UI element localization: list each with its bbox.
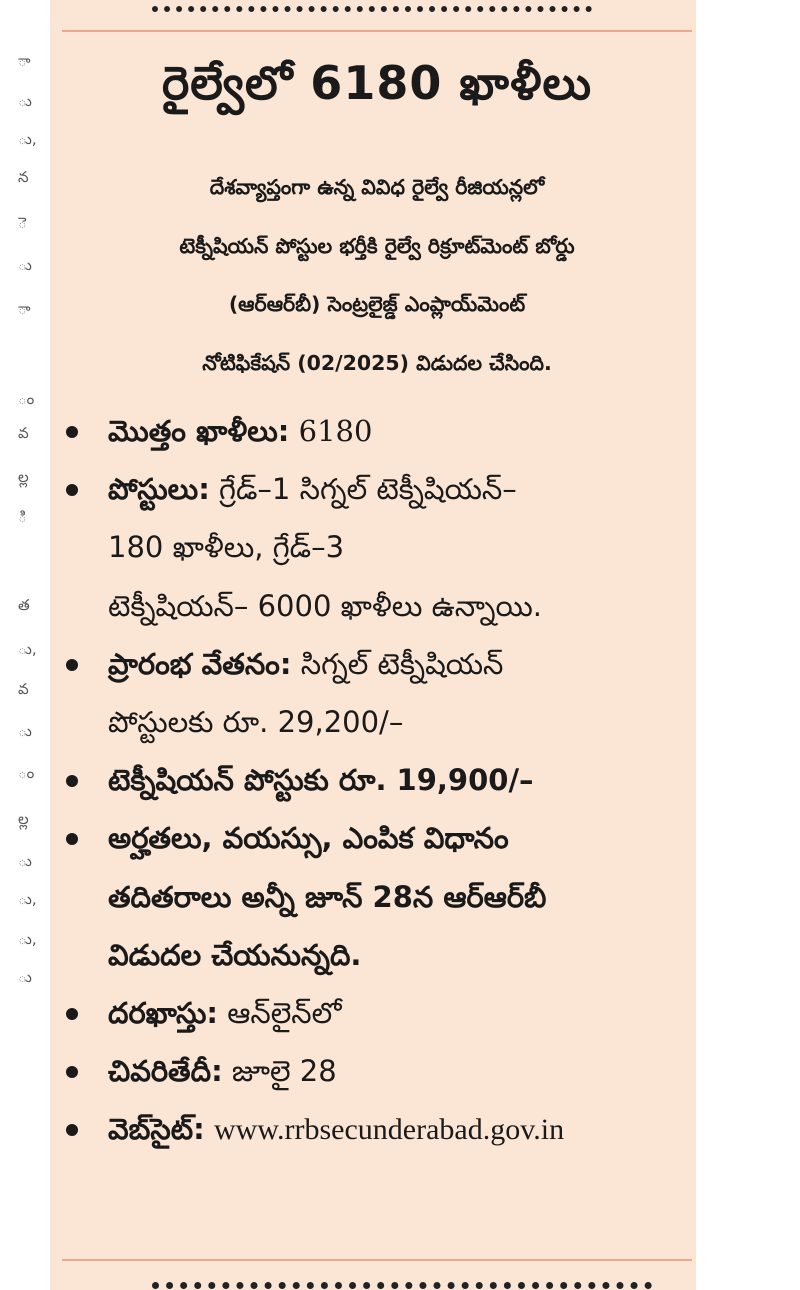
- fragment-glyph: ల్ల: [18, 810, 29, 828]
- item-value: 180 ఖాళీలు, గ్రేడ్–3: [108, 530, 345, 565]
- list-item-continuation: [62, 577, 692, 635]
- adjacent-column-fragment: [0, 0, 48, 1290]
- bullet-dot: [66, 484, 78, 496]
- list-item-continuation: [62, 926, 692, 984]
- bullet-dot: [66, 775, 78, 787]
- fragment-glyph: వ: [18, 680, 29, 698]
- list-item: [62, 1042, 692, 1100]
- article-title: రైల్వేలో 6180 ఖాళీలు: [162, 56, 592, 110]
- bullet-dot: [66, 1124, 78, 1136]
- bullet-dot: [66, 1008, 78, 1020]
- fragment-glyph: త: [18, 596, 30, 614]
- fragment-glyph: ు: [18, 852, 32, 870]
- bottom-divider: [62, 1259, 692, 1261]
- intro-line: టెక్నీషియన్ పోస్టుల భర్తీకి రైల్వే రిక్రూట్‌మెంట్ బోర్డు: [179, 233, 575, 258]
- list-item: [62, 1100, 692, 1159]
- previous-article-fragment: [62, 0, 692, 12]
- fragment-glyph: ం: [18, 390, 35, 408]
- fragment-glyph: ు: [18, 968, 32, 986]
- item-label: దరఖాస్తు:: [108, 996, 218, 1031]
- fragment-glyph: ు: [18, 722, 32, 740]
- fragment-glyph: ు: [18, 92, 32, 110]
- fragment-glyph: ు,: [18, 130, 37, 148]
- intro-line: దేశవ్యాప్తంగా ఉన్న వివిధ రైల్వే రీజియన్లలో: [209, 175, 545, 199]
- fragment-glyph: ె: [18, 214, 27, 232]
- fragment-glyph: ు,: [18, 640, 37, 658]
- bullet-dot: [66, 833, 78, 845]
- item-label: టెక్నీషియన్ పోస్టుకు రూ. 19,900/–: [108, 763, 534, 798]
- top-divider: [62, 30, 692, 32]
- item-label: చివరితేదీ:: [108, 1054, 223, 1089]
- article-intro: [62, 158, 692, 392]
- item-value: సిగ్నల్ టెక్నీషియన్: [300, 646, 504, 681]
- item-label: అర్హతలు, వయస్సు, ఎంపిక విధానం: [108, 821, 509, 856]
- item-label: మొత్తం ఖాళీలు:: [108, 414, 290, 448]
- item-label: వెబ్‌సైట్:: [108, 1112, 205, 1147]
- list-item: [62, 460, 692, 518]
- item-value: పోస్టులకు రూ. 29,200/–: [108, 705, 404, 740]
- fragment-glyph: ు,: [18, 890, 37, 908]
- intro-line: నోటిఫికేషన్ (02/2025) విడుదల చేసింది.: [202, 350, 552, 375]
- list-item: [62, 751, 692, 809]
- list-item: [62, 402, 692, 460]
- item-value: టెక్నీషియన్– 6000 ఖాళీలు ఉన్నాయి.: [108, 588, 542, 623]
- fragment-glyph: ల్ల: [18, 468, 29, 486]
- item-value: విడుదల చేయనున్నది.: [108, 937, 362, 972]
- fragment-glyph: ం: [18, 764, 35, 782]
- item-label: ప్రారంభ వేతనం:: [108, 646, 292, 681]
- bullet-dot: [66, 1066, 78, 1078]
- list-item-continuation: [62, 868, 692, 926]
- website-link[interactable]: www.rrbsecunderabad.gov.in: [213, 1113, 565, 1147]
- item-value: జూలై 28: [231, 1054, 337, 1089]
- bullet-dot: [66, 659, 78, 671]
- details-list: [62, 402, 692, 1160]
- item-label: పోస్టులు:: [108, 472, 210, 507]
- fragment-glyph: ా: [18, 300, 31, 318]
- fragment-glyph: ి: [18, 508, 27, 526]
- bullet-dot: [66, 426, 78, 438]
- item-value: ఆన్‌లైన్‌లో: [227, 996, 342, 1031]
- fragment-glyph: ా: [18, 52, 31, 70]
- next-article-fragment: [62, 1276, 692, 1290]
- list-item-continuation: [62, 518, 692, 576]
- list-item-continuation: [62, 693, 692, 751]
- list-item: [62, 809, 692, 867]
- list-item: [62, 635, 692, 693]
- fragment-glyph: ు: [18, 256, 32, 274]
- fragment-glyph: వ: [18, 424, 29, 442]
- item-value: తదితరాలు అన్నీ జూన్ 28న ఆర్‌ఆర్‌బీ: [108, 879, 547, 914]
- intro-line: (ఆర్‌ఆర్‌బీ) సెంట్రలైజ్డ్ ఎంప్లాయ్‌మెంట్: [228, 292, 526, 316]
- item-value: గ్రేడ్–1 సిగ్నల్ టెక్నీషియన్–: [219, 472, 517, 507]
- fragment-glyph: న: [18, 168, 29, 186]
- fragment-glyph: ు,: [18, 930, 37, 948]
- list-item: [62, 984, 692, 1042]
- item-value: 6180: [298, 414, 373, 448]
